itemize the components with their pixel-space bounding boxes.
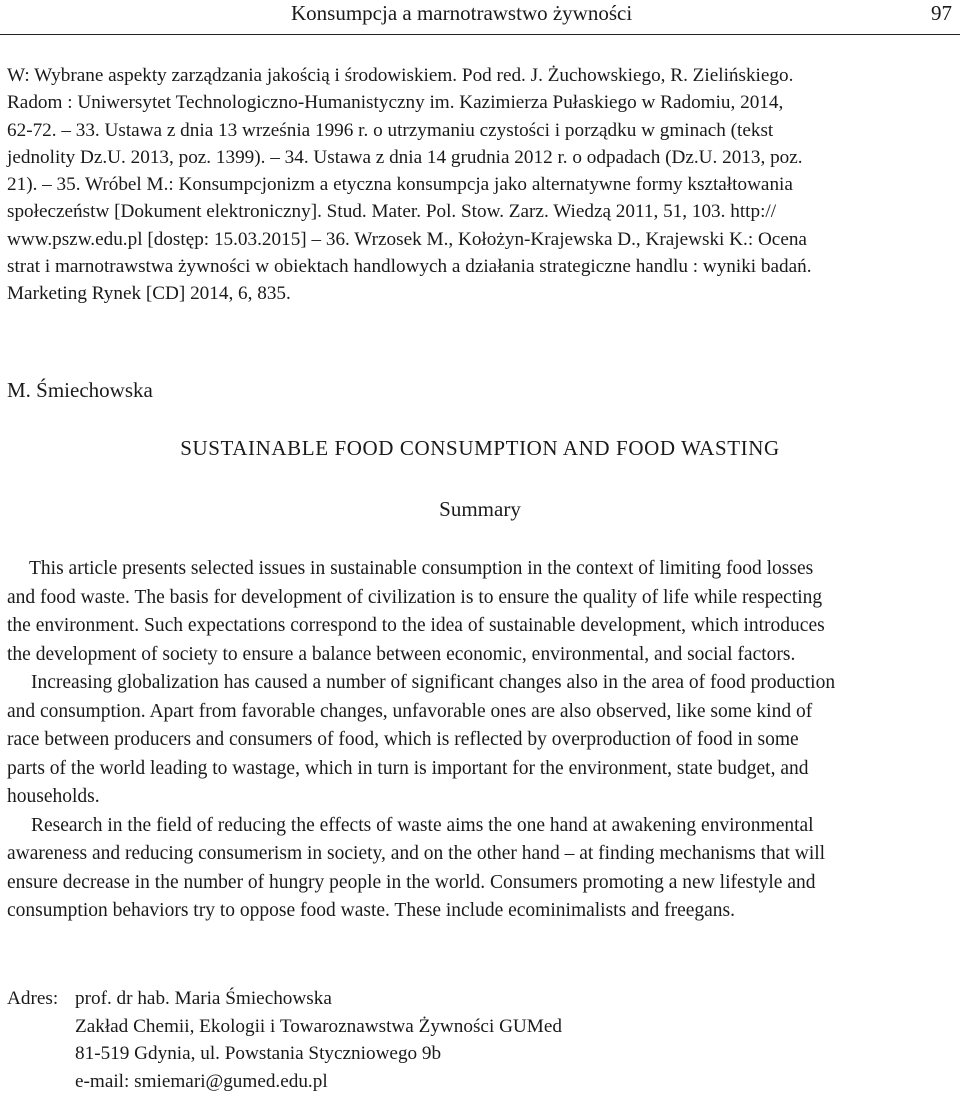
running-title: Konsumpcja a marnotrawstwo żywności bbox=[291, 1, 633, 25]
article-title: SUSTAINABLE FOOD CONSUMPTION AND FOOD WASTING bbox=[180, 436, 780, 460]
summary-heading: Summary bbox=[439, 497, 521, 521]
references-continuation bbox=[7, 62, 955, 308]
reference-line: społeczeństw [Dokument elektroniczny]. Stud. Mater. Pol. Stow. Zarz. Wiedzą 2011, 51, 103. http:// bbox=[7, 201, 777, 223]
reference-line: 62-72. – 33. Ustawa z dnia 13 września 1996 r. o utrzymaniu czystości i porządku w gminach (tekst bbox=[7, 119, 774, 141]
running-header bbox=[0, 0, 960, 35]
address-email[interactable]: e-mail: smiemari@gumed.edu.pl bbox=[75, 1070, 328, 1092]
summary-line: ensure decrease in the number of hungry people in the world. Consumers promoting a new lifestyle and bbox=[7, 871, 816, 893]
summary-line: consumption behaviors try to oppose food waste. These include ecominimalists and freegans. bbox=[7, 900, 736, 921]
address-name: prof. dr hab. Maria Śmiechowska bbox=[75, 988, 332, 1009]
reference-line: W: Wybrane aspekty zarządzania jakością i środowiskiem. Pod red. J. Żuchowskiego, R. Zielińskiego. bbox=[7, 65, 794, 86]
summary-line: race between producers and consumers of food, which is reflected by overproduction of food in some bbox=[7, 729, 799, 750]
summary-line: the development of society to ensure a balance between economic, environmental, and social factors. bbox=[7, 643, 796, 665]
summary-line: Research in the field of reducing the effects of waste aims the one hand at awakening environmental bbox=[31, 814, 814, 836]
reference-line: 21). – 35. Wróbel M.: Konsumpcjonizm a etyczna konsumpcja jako alternatywne formy kształtowania bbox=[7, 174, 793, 196]
summary-line: and consumption. Apart from favorable changes, unfavorable ones are also observed, like some kind of bbox=[7, 700, 813, 722]
reference-line: Marketing Rynek [CD] 2014, 6, 835. bbox=[7, 283, 291, 305]
summary-line: and food waste. The basis for development of civilization is to ensure the quality of life while respecting bbox=[7, 586, 823, 608]
reference-line: www.pszw.edu.pl [dostęp: 15.03.2015] – 36. Wrzosek M., Kołożyn-Krajewska D., Krajewski K.: Ocena bbox=[7, 228, 807, 250]
summary-line: parts of the world leading to wastage, which in turn is important for the environment, state budget, and bbox=[7, 757, 809, 779]
summary-line: households. bbox=[7, 786, 100, 807]
address-label: Adres: bbox=[7, 988, 59, 1009]
page-number: 97 bbox=[931, 1, 952, 25]
summary-line: awareness and reducing consumerism in society, and on the other hand – at finding mechanisms that will bbox=[7, 843, 826, 864]
summary-line: Increasing globalization has caused a number of significant changes also in the area of food production bbox=[31, 672, 836, 693]
summary-line: This article presents selected issues in sustainable consumption in the context of limiting food losses bbox=[29, 558, 814, 579]
reference-line: Radom : Uniwersytet Technologiczno-Humanistyczny im. Kazimierza Pułaskiego w Radomiu, 2014, bbox=[7, 92, 784, 114]
summary-line: the environment. Such expectations correspond to the idea of sustainable development, which introduces bbox=[7, 615, 825, 636]
reference-line: jednolity Dz.U. 2013, poz. 1399). – 34. Ustawa z dnia 14 grudnia 2012 r. o odpadach (Dz.U. 2013, poz. bbox=[7, 146, 803, 168]
address-department: Zakład Chemii, Ekologii i Towaroznawstwa Żywności GUMed bbox=[75, 1015, 562, 1037]
reference-line: strat i marnotrawstwa żywności w obiektach handlowych a działania strategiczne handlu : wyniki badań. bbox=[7, 256, 812, 278]
author-address bbox=[7, 985, 562, 1095]
summary-body bbox=[7, 555, 955, 926]
address-street: 81-519 Gdynia, ul. Powstania Styczniowego 9b bbox=[75, 1043, 442, 1064]
author-name: M. Śmiechowska bbox=[7, 378, 153, 402]
